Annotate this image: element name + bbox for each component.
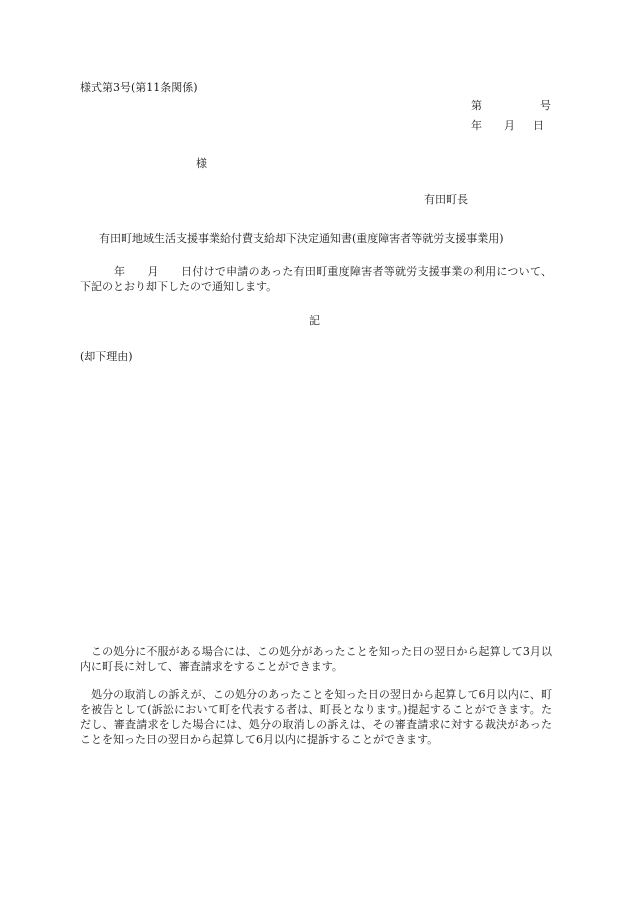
rejection-reason-label: (却下理由) (80, 350, 133, 363)
body-paragraph (80, 265, 552, 295)
document-title: 有田町地域生活支援事業給付費支給却下決定通知書(重度障害者等就労支援事業用) (99, 232, 504, 245)
date-month: 月 (504, 119, 515, 132)
addressee-suffix: 様 (196, 157, 207, 170)
ki-heading: 記 (309, 314, 320, 327)
doc-number-dai: 第 (471, 99, 482, 112)
document-number-line (471, 99, 551, 114)
body-month: 月 (147, 265, 159, 278)
appeal-notice: この処分に不服がある場合には、この処分があったことを知った日の翌日から起算して3月以内に町長に対して、審査請求をすることができます。 (80, 645, 552, 673)
date-year: 年 (471, 119, 482, 132)
issue-date-line (471, 119, 544, 134)
lawsuit-notice: 処分の取消しの訴えが、この処分のあったことを知った日の翌日から起算して6月以内に、町を被告として(訴訟において町を代表する者は、町長となります。)提起することができます。ただし、審査請求をした場合には、処分の取消しの訴えは、その審査請求に対する裁決があったことを知った日の翌日から起算して6月以内に提訴することができます。 (80, 688, 552, 746)
sender-name: 有田町長 (424, 193, 468, 206)
body-text: 日付けで申請のあった有田町重度障害者等就労支援事業の利用について、下記のとおり却下したので通知します。 (80, 265, 552, 293)
body-year: 年 (114, 265, 126, 278)
date-day: 日 (533, 119, 544, 132)
doc-number-go: 号 (540, 99, 551, 112)
form-number: 様式第3号(第11条関係) (80, 81, 198, 94)
